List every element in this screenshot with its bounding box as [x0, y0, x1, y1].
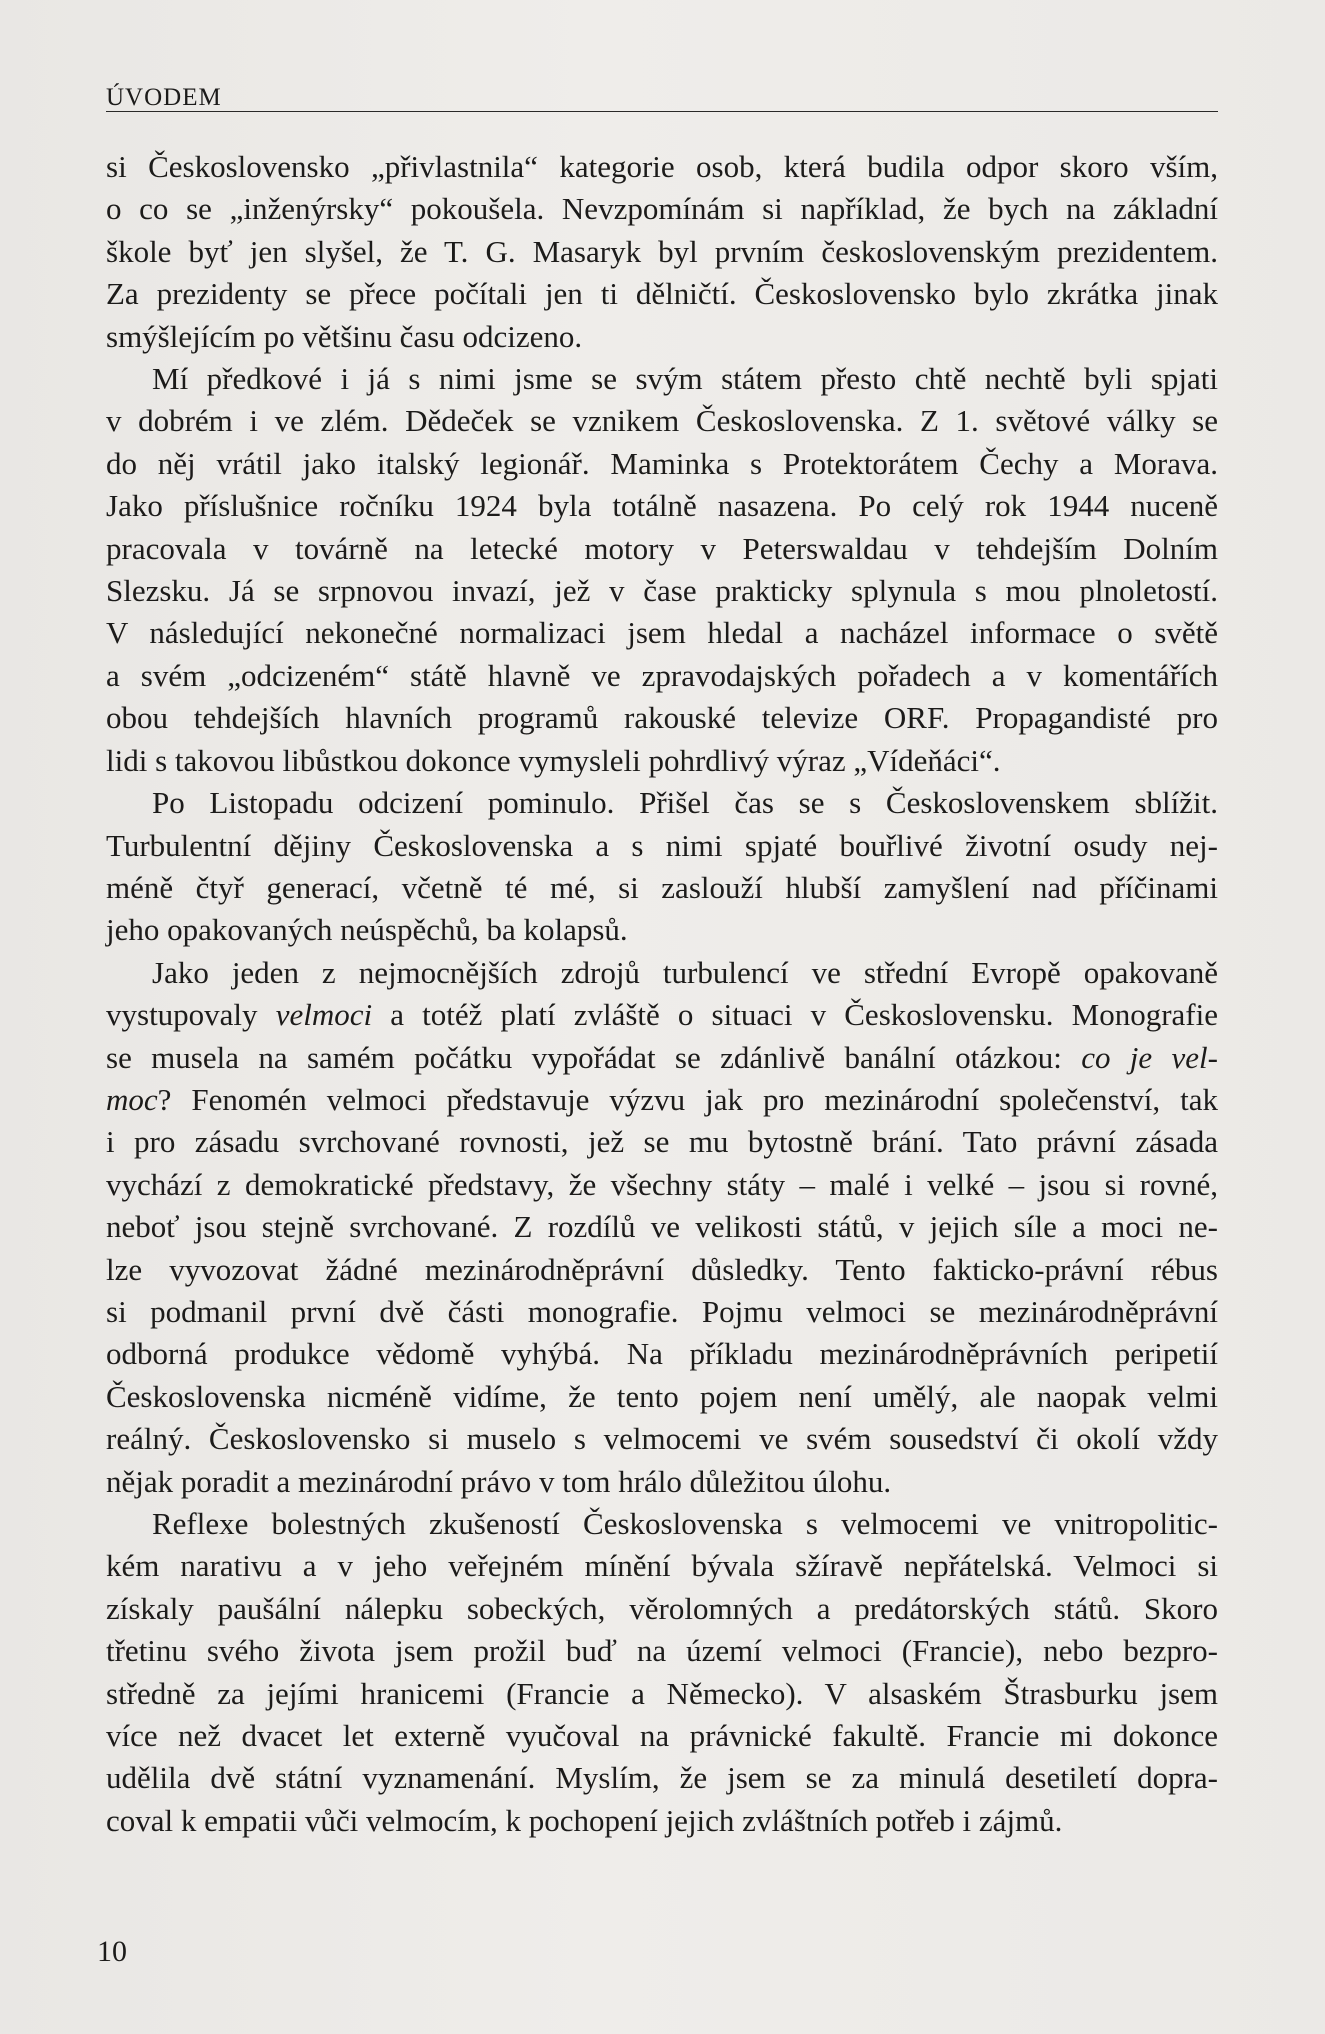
text-line: jeho opakovaných neúspěchů, ba kolapsů.	[106, 912, 628, 948]
text-run: ? Fenomén velmoci představuje výzvu jak pro mezinárodní společenství, tak	[157, 1081, 1218, 1117]
text-line: lidi s takovou libůstkou dokonce vymysleli pohrdlivý výraz „Vídeňáci“.	[106, 742, 1001, 778]
text-run: a totéž platí zvláště o situaci v Československu. Monografie	[372, 997, 1218, 1033]
text-line: Po Listopadu odcizení pominulo. Přišel čas se s Československem sblížit.	[152, 785, 1218, 821]
text-line	[106, 994, 1218, 1036]
text-line: a svém „odcizeném“ státě hlavně ve zpravodajských pořadech a v komentářích	[106, 657, 1218, 693]
text-line: neboť jsou stejně svrchované. Z rozdílů ve velikosti států, v jejich síle a moci ne-	[106, 1209, 1218, 1245]
text-line: smýšlejícím po většinu času odcizeno.	[106, 318, 583, 354]
text-line: Slezsku. Já se srpnovou invazí, jež v čase prakticky splynula s mou plnoletostí.	[106, 573, 1218, 609]
text-line: škole byť jen slyšel, že T. G. Masaryk byl prvním československým prezidentem.	[106, 233, 1218, 269]
text-line: lze vyvozovat žádné mezinárodněprávní důsledky. Tento fakticko-právní rébus	[106, 1251, 1218, 1287]
text-line: pracovala v továrně na letecké motory v Peterswaldau v tehdejším Dolním	[106, 530, 1218, 566]
text-run: vystupovaly	[106, 997, 276, 1033]
text-line	[106, 1037, 1218, 1079]
text-line: odborná produkce vědomě vyhýbá. Na příkladu mezinárodněprávních peripetií	[106, 1336, 1218, 1372]
text-line: Jako jeden z nejmocnějších zdrojů turbulencí ve střední Evropě opakovaně	[152, 954, 1218, 990]
text-line: Mí předkové i já s nimi jsme se svým státem přesto chtě nechtě byli spjati	[152, 361, 1218, 397]
text-line: Československa nicméně vidíme, že tento pojem není umělý, ale naopak velmi	[106, 1378, 1218, 1414]
text-line: Za prezidenty se přece počítali jen ti dělničtí. Československo bylo zkrátka jinak	[106, 276, 1218, 312]
body-text	[106, 146, 1218, 1842]
italic-term: moc	[106, 1081, 158, 1117]
text-line: nějak poradit a mezinárodní právo v tom hrálo důležitou úlohu.	[106, 1463, 892, 1499]
text-line: kém narativu a v jeho veřejném mínění bývala sžíravě nepřátelská. Velmoci si	[106, 1548, 1218, 1584]
text-line: i pro zásadu svrchované rovnosti, jež se mu bytostně brání. Tato právní zásada	[106, 1124, 1218, 1160]
text-line: středně za jejími hranicemi (Francie a Německo). V alsaském Štrasburku jsem	[106, 1675, 1218, 1711]
text-line: udělila dvě státní vyznamenání. Myslím, že jsem se za minulá desetiletí dopra-	[106, 1760, 1218, 1796]
text-line: do něj vrátil jako italský legionář. Maminka s Protektorátem Čechy a Morava.	[106, 445, 1218, 481]
text-line: Turbulentní dějiny Československa a s nimi spjaté bouřlivé životní osudy nej-	[106, 827, 1218, 863]
text-line: vychází z demokratické představy, že všechny státy – malé i velké – jsou si rovné,	[106, 1166, 1218, 1202]
text-line: coval k empatii vůči velmocím, k pochopení jejich zvláštních potřeb i zájmů.	[106, 1802, 1063, 1838]
page-number: 10	[97, 1935, 127, 1968]
text-line: V následující nekonečné normalizaci jsem hledal a nacházel informace o světě	[106, 615, 1218, 651]
text-line: více než dvacet let externě vyučoval na právnické fakultě. Francie mi dokonce	[106, 1718, 1218, 1754]
paragraph-5	[106, 1503, 1218, 1842]
text-run: se musela na samém počátku vypořádat se zdánlivě banální otázkou:	[106, 1039, 1082, 1075]
italic-term: co je vel-	[1081, 1039, 1218, 1075]
text-line: obou tehdejších hlavních programů rakouské televize ORF. Propagandisté pro	[106, 700, 1218, 736]
text-line: si podmanil první dvě části monografie. Pojmu velmoci se mezinárodněprávní	[106, 1293, 1218, 1329]
italic-term: velmoci	[275, 997, 373, 1033]
text-line: si Československo „přivlastnila“ kategorie osob, která budila odpor skoro vším,	[106, 149, 1218, 184]
running-header: ÚVODEM	[106, 84, 222, 111]
paragraph-2	[106, 358, 1218, 782]
text-line: získaly paušální nálepku sobeckých, věrolomných a predátorských států. Skoro	[106, 1590, 1218, 1626]
text-line: reálný. Československo si muselo s velmocemi ve svém sousedství či okolí vždy	[106, 1421, 1218, 1457]
text-line: o co se „inženýrsky“ pokoušela. Nevzpomínám si například, že bych na základní	[106, 191, 1218, 227]
header-rule	[106, 111, 1218, 112]
text-line	[106, 1079, 1218, 1121]
paragraph-3	[106, 782, 1218, 952]
text-line: Jako příslušnice ročníku 1924 byla totálně nasazena. Po celý rok 1944 nuceně	[106, 488, 1218, 524]
text-line: Reflexe bolestných zkušeností Československa s velmocemi ve vnitropolitic-	[152, 1506, 1218, 1541]
paragraph-1	[106, 146, 1218, 358]
paragraph-4	[106, 952, 1218, 1503]
text-line: třetinu svého života jsem prožil buď na území velmoci (Francie), nebo bezpro-	[106, 1633, 1218, 1669]
text-line: v dobrém i ve zlém. Dědeček se vznikem Československa. Z 1. světové války se	[106, 403, 1218, 439]
text-line: méně čtyř generací, včetně té mé, si zaslouží hlubší zamyšlení nad příčinami	[106, 869, 1218, 905]
